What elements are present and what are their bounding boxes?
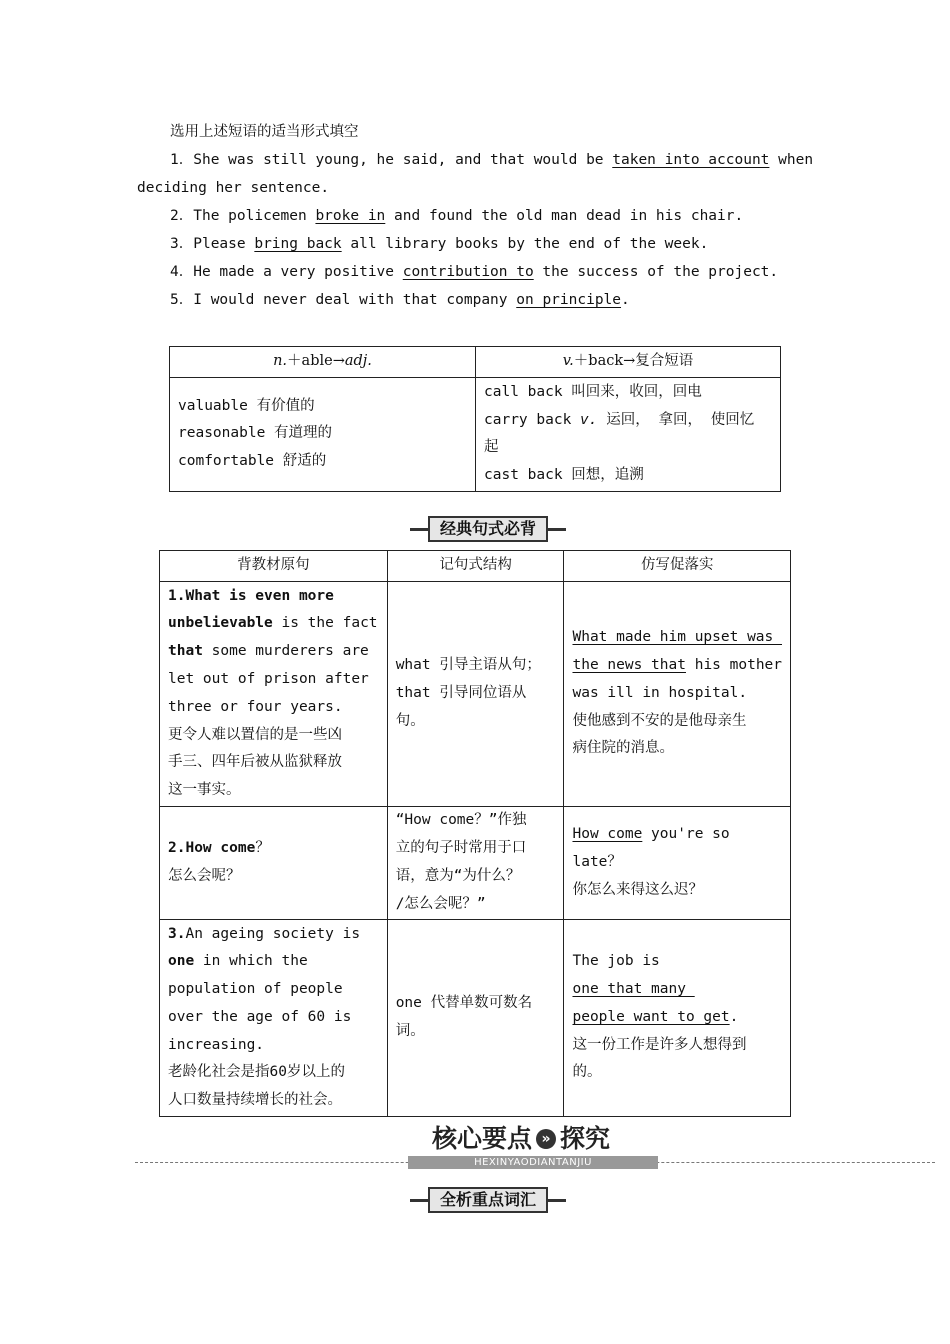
imitation-part: you're so late？ [572, 826, 730, 870]
item-number: 4． [170, 264, 194, 280]
imitation-line [572, 821, 782, 877]
imitation-part: . [729, 1008, 739, 1025]
imitation-line [572, 652, 782, 680]
sentence-part: An ageing society is [185, 925, 361, 942]
section-banner [410, 1187, 566, 1213]
banner-rule [410, 1199, 428, 1202]
header-part: v. [562, 353, 574, 369]
sentence-part: 2.How come [168, 840, 256, 856]
imitation-answer: people want to get [572, 1008, 730, 1025]
sentence-line [168, 835, 379, 863]
chevron-right-icon: » [536, 1129, 556, 1149]
sentence-part: some murderers are [202, 643, 369, 660]
translation-line: 怎么会呢？ [168, 867, 241, 884]
section-pinyin: HEXINYAODIANTANJIU [408, 1156, 658, 1169]
table-header: 记句式结构 [387, 551, 564, 582]
item-text: I would never deal with that company [193, 292, 517, 308]
structure-line: /怎么会呢？” [395, 895, 486, 912]
sentence-line [168, 921, 379, 949]
exercise-instruction: 选用上述短语的适当形式填空 [170, 124, 359, 140]
structure-line: 句。 [395, 712, 425, 729]
banner-title: 全析重点词汇 [428, 1187, 548, 1213]
sentence-line: 1.What is even more [168, 587, 334, 604]
item-number: 1． [170, 152, 194, 168]
imitation-answer: one that many [572, 981, 695, 998]
imitation-line: was ill in hospital. [572, 684, 748, 701]
table-cell [476, 377, 781, 491]
translation-line: 老龄化社会是指60岁以上的 [168, 1064, 345, 1081]
table-cell [160, 581, 388, 806]
header-part: ＋back→复合短语 [573, 353, 694, 369]
sentence-line: population of people [168, 981, 343, 998]
phrase-entry [484, 407, 772, 435]
imitation-part: The job is [572, 953, 660, 970]
word-entry: comfortable 舒适的 [178, 453, 327, 470]
translation-line: 这一事实。 [168, 782, 241, 799]
sentence-line: let out of prison after [168, 671, 369, 687]
imitation-line [572, 948, 782, 1004]
translation-line: 病住院的消息。 [572, 740, 674, 757]
structure-line: 语，意为“为什么？ [395, 867, 521, 884]
table-cell [160, 919, 388, 1116]
item-answer: broke in [315, 208, 386, 224]
table-cell [170, 377, 476, 491]
item-text: The policemen [193, 208, 316, 224]
exercise-item-4 [170, 262, 778, 282]
translation-line: 更令人难以置信的是一些凶 [168, 726, 342, 743]
sentence-part: is the fact [272, 615, 378, 632]
exercise-item-5 [170, 290, 630, 310]
table-cell [564, 806, 791, 919]
item-text: He made a very positive [193, 264, 403, 280]
heading-text: 核心要点 [432, 1124, 533, 1153]
item-number: 3． [170, 236, 194, 252]
phrase-part: carry back [484, 411, 581, 428]
phrase-part: v. [580, 411, 598, 428]
sentence-part: that [168, 643, 203, 660]
imitation-answer: What made him upset was [572, 629, 782, 646]
imitation-answer: the news that [572, 657, 686, 674]
sentence-part: unbelievable [168, 615, 273, 632]
table-cell [564, 581, 791, 806]
phrase-part: 运回， 拿回， 使回忆 [597, 411, 755, 428]
exercise-item-1 [170, 150, 813, 170]
sentence-line: increasing. [168, 1036, 265, 1053]
sentence-part: ？ [255, 840, 270, 856]
section-banner [410, 516, 566, 542]
item-answer: taken into account [612, 152, 770, 168]
word-entry: reasonable 有道理的 [178, 425, 333, 442]
translation-line: 使他感到不安的是他母亲生 [572, 712, 747, 729]
sentence-part: one [168, 953, 195, 970]
sentence-part: 3. [168, 925, 186, 942]
imitation-part: his mother [685, 657, 783, 674]
header-part: ＋able→ [287, 353, 345, 369]
item-answer: contribution to [402, 264, 534, 280]
table-cell [564, 919, 791, 1116]
phrase-entry: cast back 回想，追溯 [484, 467, 644, 484]
section-heading [432, 1124, 610, 1154]
structure-line: 立的句子时常用于口 [395, 840, 527, 856]
header-part: n. [273, 353, 288, 369]
banner-rule [548, 1199, 566, 1202]
sentence-line: three or four years. [168, 698, 343, 715]
sentence-table [159, 550, 791, 1117]
item-text: She was still young, he said, and that would be [193, 152, 613, 168]
banner-rule [410, 528, 428, 531]
word-formation-table [169, 346, 781, 492]
item-number: 5． [170, 292, 194, 308]
sentence-part: in which the [194, 953, 308, 970]
table-header: 背教材原句 [160, 551, 388, 582]
table-header [476, 347, 781, 378]
table-cell [387, 806, 564, 919]
item-text: when [769, 152, 814, 168]
table-cell [387, 581, 564, 806]
table-header [170, 347, 476, 378]
word-entry: valuable 有价值的 [178, 397, 315, 414]
exercise-item-2 [170, 206, 743, 226]
translation-line: 手三、四年后被从监狱释放 [168, 754, 342, 771]
translation-line: 你怎么来得这么迟？ [572, 881, 703, 898]
sentence-line [168, 638, 379, 666]
banner-title: 经典句式必背 [428, 516, 548, 542]
exercise-item-1-continued: deciding her sentence. [137, 180, 330, 196]
imitation-line [572, 1004, 782, 1032]
sentence-line: over the age of 60 is [168, 1008, 352, 1025]
sentence-line [168, 948, 379, 976]
structure-line: 词。 [395, 1022, 425, 1039]
heading-text: 探究 [560, 1124, 611, 1153]
banner-rule [548, 528, 566, 531]
translation-line: 的。 [572, 1064, 602, 1081]
item-text: and found the old man dead in his chair. [385, 208, 744, 224]
item-text: . [621, 292, 630, 308]
sentence-line [168, 610, 379, 638]
translation-line: 人口数量持续增长的社会。 [168, 1092, 342, 1109]
structure-line: that 引导同位语从 [395, 684, 527, 701]
item-text: the success of the project. [533, 264, 779, 280]
table-header: 仿写促落实 [564, 551, 791, 582]
header-part: adj. [344, 353, 372, 369]
translation-line: 这一份工作是许多人想得到 [572, 1036, 747, 1053]
structure-line: one 代替单数可数名 [395, 995, 533, 1011]
table-cell [160, 806, 388, 919]
phrase-entry: 起 [484, 439, 499, 456]
structure-line: what 引导主语从句； [395, 657, 541, 674]
item-answer: on principle [516, 292, 622, 308]
item-text: Please [193, 236, 255, 252]
structure-line: “How come？”作独 [395, 812, 527, 829]
table-cell [387, 919, 564, 1116]
item-answer: bring back [254, 236, 342, 252]
phrase-entry: call back 叫回来，收回，回电 [484, 383, 702, 400]
imitation-answer: How come [572, 826, 643, 843]
item-number: 2． [170, 208, 194, 224]
exercise-item-3 [170, 234, 708, 254]
item-text: all library books by the end of the week. [341, 236, 709, 252]
